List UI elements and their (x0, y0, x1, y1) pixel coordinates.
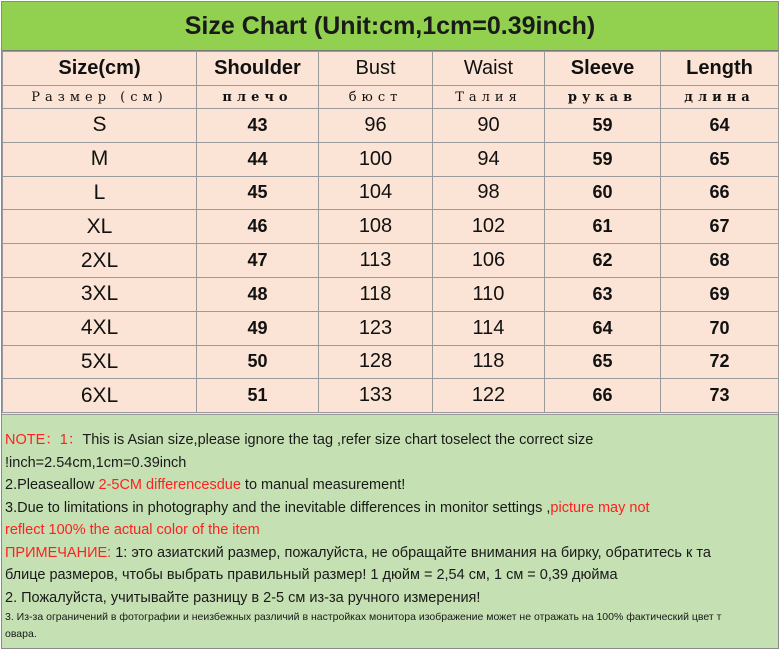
bust-cell: 108 (319, 210, 433, 244)
note-ru-1-continued: блице размеров, чтобы выбрать правильный размер! 1 дюйм = 2,54 см, 1 см = 0,39 дюйма (5, 567, 618, 583)
size-cell: 2XL (3, 244, 197, 278)
table-row (3, 277, 779, 311)
header-waist-ru: Талия (433, 86, 545, 109)
size-cell: M (3, 142, 197, 176)
note-ru-3: 3. Из-за ограничений в фотографии и неизбежных различий в настройках монитора изображение может не отражать на 100% фактический цвет т (5, 611, 722, 623)
size-cell: S (3, 109, 197, 143)
size-table (2, 51, 779, 413)
bust-cell: 104 (319, 176, 433, 210)
size-chart-frame (1, 1, 779, 649)
length-cell: 64 (661, 109, 779, 143)
table-row (3, 142, 779, 176)
note-ru-3-continued: овара. (5, 628, 37, 640)
note-3-pre: 3.Due to limitations in photography and the inevitable differences in monitor settings , (5, 499, 551, 516)
header-bust: Bust (319, 52, 433, 86)
size-cell: 5XL (3, 345, 197, 379)
header-shoulder-ru: плечо (197, 86, 319, 109)
waist-cell: 102 (433, 210, 545, 244)
notes-section (2, 414, 778, 648)
shoulder-cell: 46 (197, 210, 319, 244)
bust-cell: 128 (319, 345, 433, 379)
sleeve-cell: 66 (545, 379, 661, 413)
shoulder-cell: 51 (197, 379, 319, 413)
sleeve-cell: 61 (545, 210, 661, 244)
note-ru-1 (5, 542, 775, 565)
note-ru-2: 2. Пожалуйста, учитывайте разницу в 2-5 см из-за ручного измерения! (5, 589, 481, 606)
note-2 (5, 474, 775, 497)
header-sleeve-ru: рукав (545, 86, 661, 109)
header-length-ru: длина (661, 86, 779, 109)
note-3-highlight: picture may not (550, 499, 650, 516)
note-1-conversion: !inch=2.54cm,1cm=0.39inch (5, 454, 187, 471)
shoulder-cell: 44 (197, 142, 319, 176)
sleeve-cell: 64 (545, 311, 661, 345)
table-header-row-ru (3, 86, 779, 109)
size-cell: 3XL (3, 277, 197, 311)
note-ru-label: ПРИМЕЧАНИЕ: (5, 544, 112, 561)
sleeve-cell: 62 (545, 244, 661, 278)
bust-cell: 133 (319, 379, 433, 413)
waist-cell: 110 (433, 277, 545, 311)
length-cell: 65 (661, 142, 779, 176)
note-1-text: This is Asian size,please ignore the tag ,refer size chart toselect the correct size (82, 432, 594, 448)
table-row (3, 109, 779, 143)
table-row (3, 379, 779, 413)
note-3 (5, 497, 775, 520)
shoulder-cell: 45 (197, 176, 319, 210)
table-row (3, 210, 779, 244)
note-2-pre: 2.Pleaseallow (5, 477, 99, 493)
note-2-post: to manual measurement! (240, 477, 406, 493)
length-cell: 68 (661, 244, 779, 278)
table-row (3, 311, 779, 345)
sleeve-cell: 59 (545, 109, 661, 143)
header-shoulder: Shoulder (197, 52, 319, 86)
bust-cell: 113 (319, 244, 433, 278)
waist-cell: 122 (433, 379, 545, 413)
note-ru-1-text: 1: это азиатский размер, пожалуйста, не обращайте внимания на бирку, обратитесь к та (111, 544, 711, 561)
size-cell: L (3, 176, 197, 210)
bust-cell: 96 (319, 109, 433, 143)
bust-cell: 118 (319, 277, 433, 311)
length-cell: 70 (661, 311, 779, 345)
sleeve-cell: 59 (545, 142, 661, 176)
header-waist: Waist (433, 52, 545, 86)
header-sleeve: Sleeve (545, 52, 661, 86)
shoulder-cell: 48 (197, 277, 319, 311)
waist-cell: 106 (433, 244, 545, 278)
note-label: NOTE：1： (5, 432, 83, 448)
bust-cell: 100 (319, 142, 433, 176)
sleeve-cell: 60 (545, 176, 661, 210)
shoulder-cell: 47 (197, 244, 319, 278)
size-cell: 6XL (3, 379, 197, 413)
bust-cell: 123 (319, 311, 433, 345)
length-cell: 72 (661, 345, 779, 379)
waist-cell: 118 (433, 345, 545, 379)
sleeve-cell: 65 (545, 345, 661, 379)
shoulder-cell: 50 (197, 345, 319, 379)
size-cell: 4XL (3, 311, 197, 345)
table-row (3, 176, 779, 210)
header-bust-ru: бюст (319, 86, 433, 109)
sleeve-cell: 63 (545, 277, 661, 311)
shoulder-cell: 43 (197, 109, 319, 143)
table-row (3, 345, 779, 379)
waist-cell: 94 (433, 142, 545, 176)
shoulder-cell: 49 (197, 311, 319, 345)
length-cell: 69 (661, 277, 779, 311)
header-length: Length (661, 52, 779, 86)
waist-cell: 114 (433, 311, 545, 345)
length-cell: 73 (661, 379, 779, 413)
length-cell: 67 (661, 210, 779, 244)
note-2-highlight: 2-5CM differencesdue (98, 477, 241, 493)
header-size: Size(cm) (3, 52, 197, 86)
waist-cell: 98 (433, 176, 545, 210)
chart-title: Size Chart (Unit:cm,1cm=0.39inch) (2, 2, 778, 51)
note-3-continued: reflect 100% the actual color of the item (5, 522, 260, 538)
table-row (3, 244, 779, 278)
header-size-ru: Размер (см) (3, 86, 197, 109)
length-cell: 66 (661, 176, 779, 210)
table-header-row (3, 52, 779, 86)
size-cell: XL (3, 210, 197, 244)
waist-cell: 90 (433, 109, 545, 143)
note-1 (5, 429, 775, 452)
